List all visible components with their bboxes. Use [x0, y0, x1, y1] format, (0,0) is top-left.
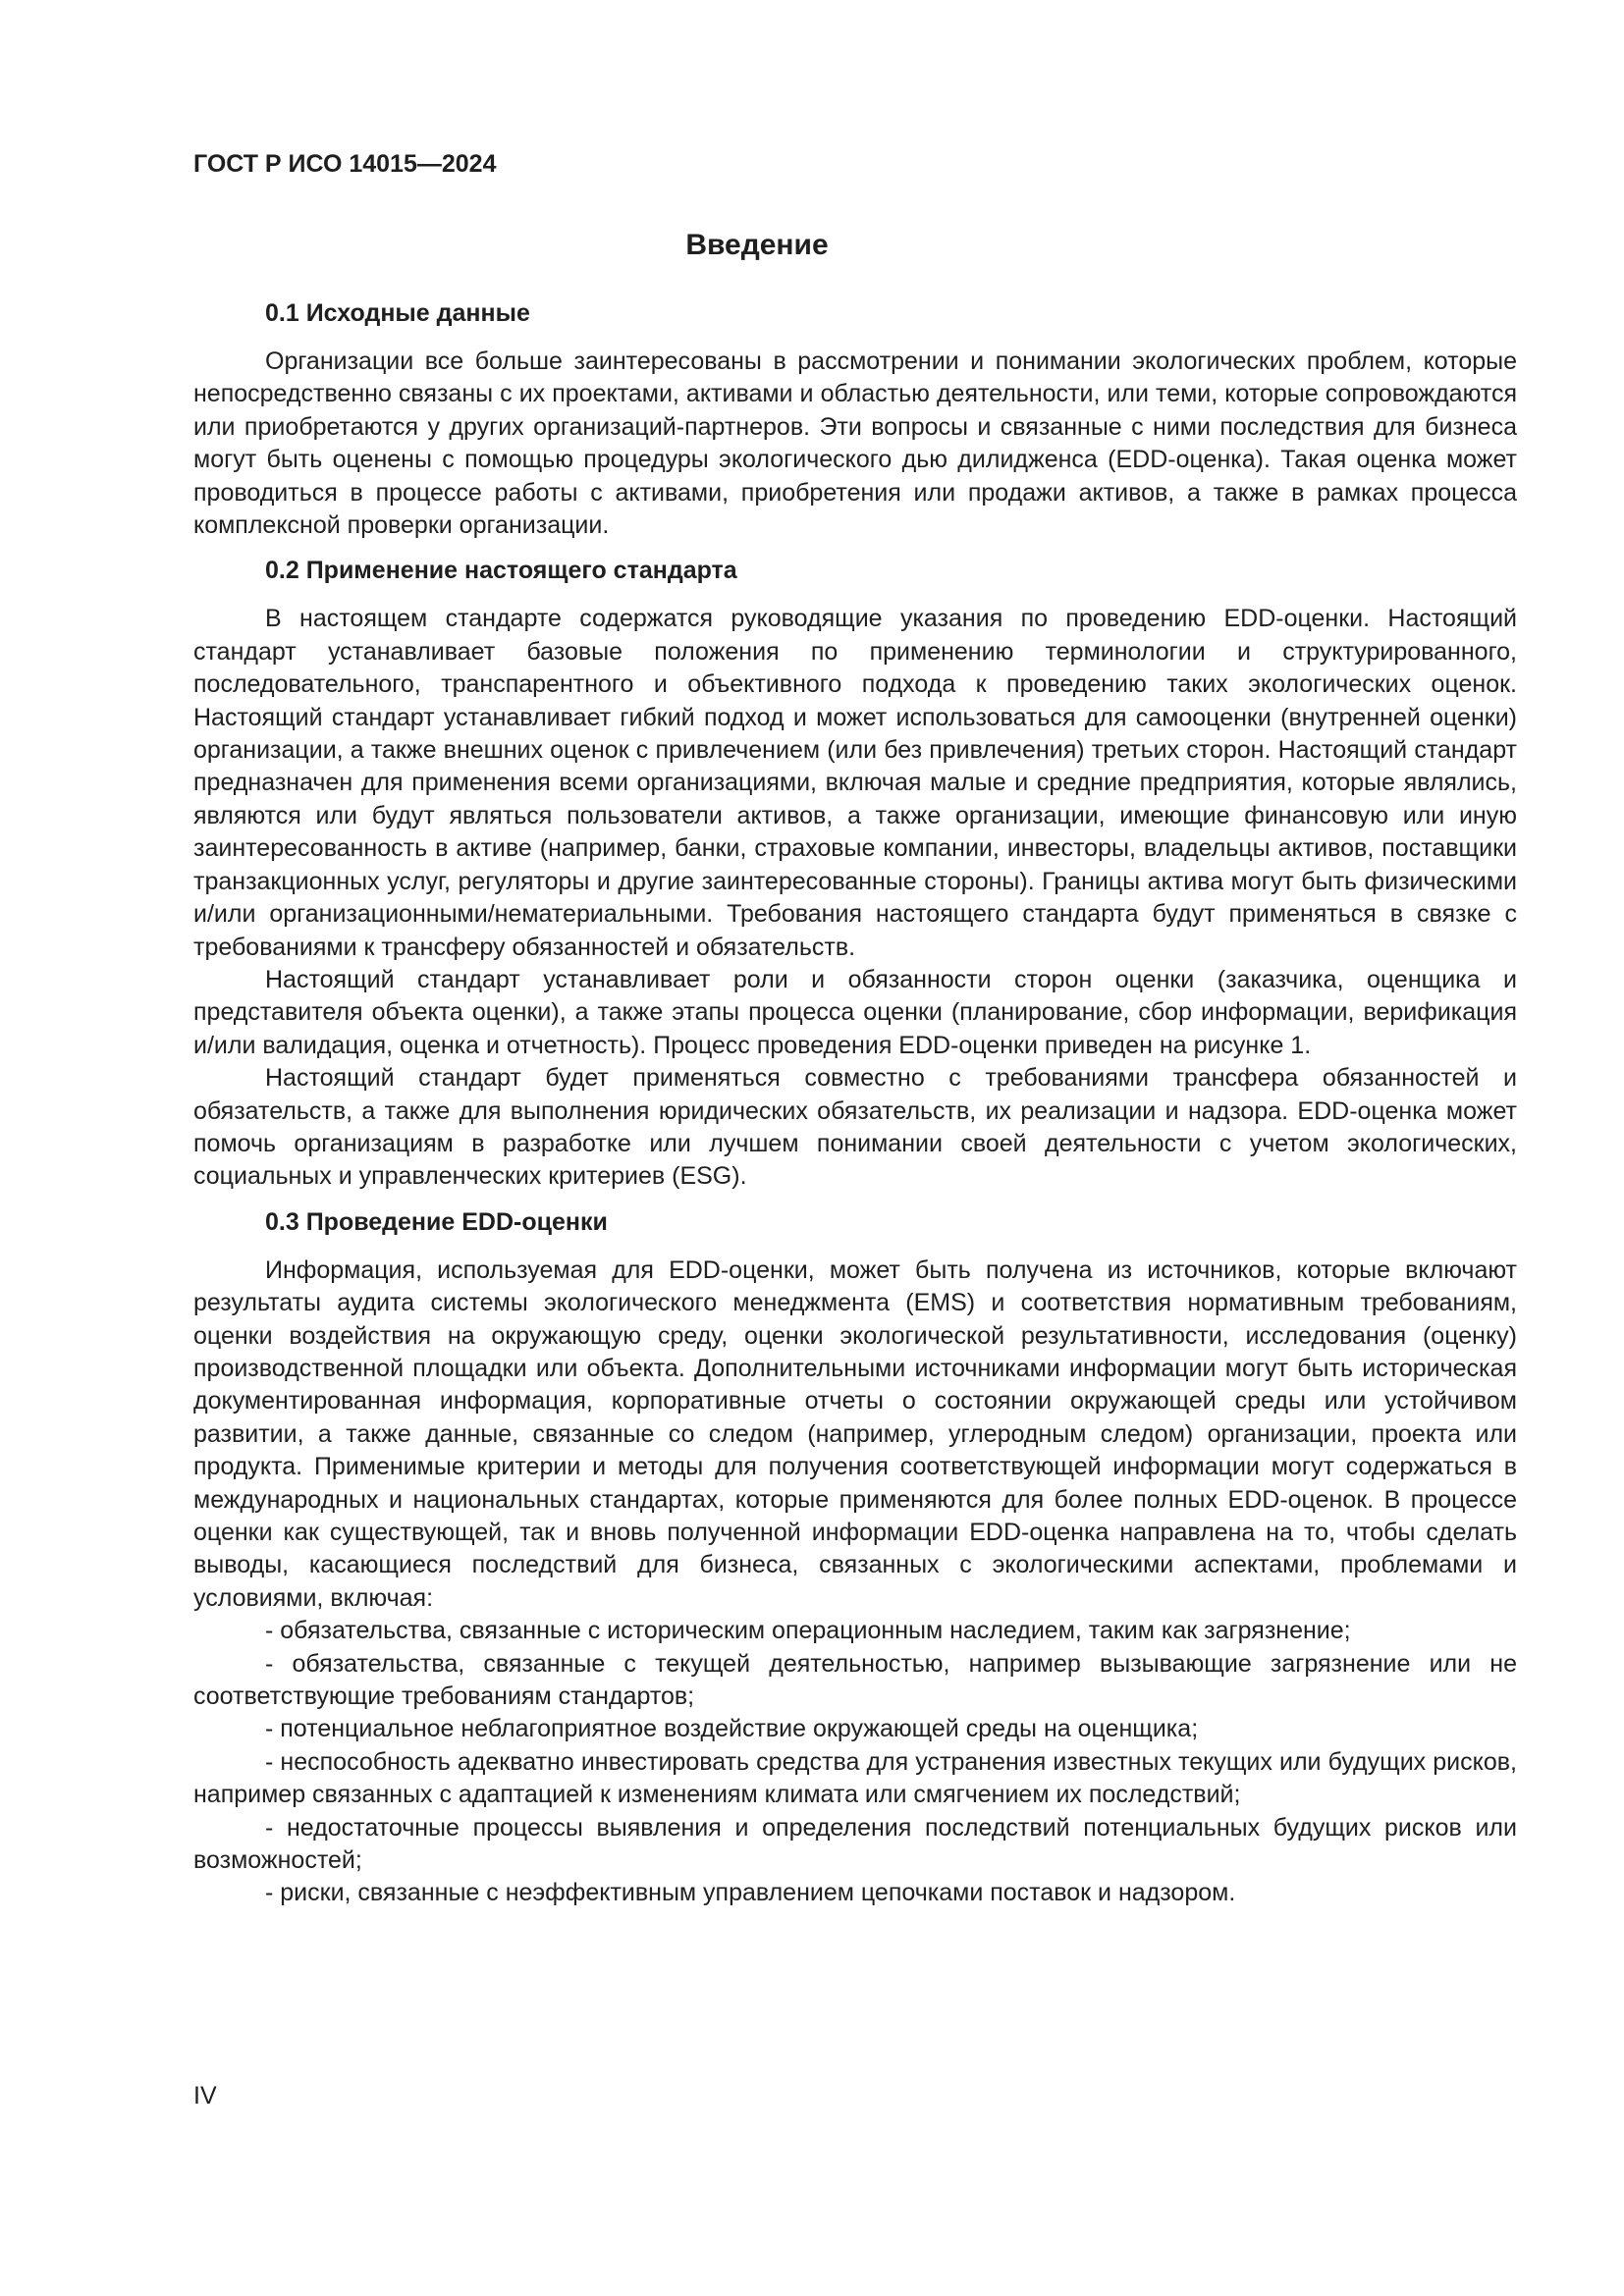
- paragraph: Настоящий стандарт будет применяться совместно с требованиями трансфера обязанностей и обязательств, а также для выполнения юридических обязательств, их реализации и надзора. EDD-оценка может помочь организациям в разработке или лучшем понимании своей деятельности с учетом экологических, социальных и управленческих критериев (ESG).: [193, 1064, 1517, 1191]
- list-item: - недостаточные процессы выявления и определения последствий потенциальных будущих рисков или возможностей;: [193, 1813, 1517, 1875]
- paragraph: В настоящем стандарте содержатся руководящие указания по проведению EDD-оценки. Настоящий стандарт устанавливает базовые положения по применению терминологии и структурированного, последовательного, транспарентного и объективного подхода к проведению таких экологических оценок. Настоящий стандарт устанавливает гибкий подход и может использоваться для самооценки (внутренней оценки) организации, а также внешних оценок с привлечением (или без привлечения) третьих сторон. Настоящий стандарт предназначен для применения всеми организациями, включая малые и средние предприятия, которые являлись, являются или будут являться пользователи активов, а также организации, имеющие финансовую или иную заинтересованность в активе (например, банки, страховые компании, инвесторы, владельцы активов, поставщики транзакционных услуг, регуляторы и другие заинтересованные стороны). Границы актива могут быть физическими и/или организационными/нематериальными. Требования настоящего стандарта будут применяться в связке с требованиями к трансферу обязанностей и обязательств.: [193, 605, 1517, 961]
- page-title: Введение: [685, 229, 829, 261]
- section-heading: 0.1 Исходные данные: [265, 299, 530, 327]
- paragraph: Организации все больше заинтересованы в рассмотрении и понимании экологических проблем, которые непосредственно связаны с их проектами, активами и областью деятельности, или теми, которые сопровождаются или приобретаются у других организаций-партнеров. Эти вопросы и связанные с ними последствия для бизнеса могут быть оценены с помощью процедуры экологического дью дилидженса (EDD-оценка). Такая оценка может проводиться в процессе работы с активами, приобретения или продажи активов, а также в рамках процесса комплексной проверки организации.: [193, 347, 1517, 540]
- list-item: - обязательства, связанные с историческим операционным наследием, таким как загрязнение;: [265, 1617, 1351, 1645]
- document-body: [193, 296, 1517, 1910]
- page-number: IV: [193, 2082, 217, 2109]
- paragraph: Информация, используемая для EDD-оценки, может быть получена из источников, которые включают результаты аудита системы экологического менеджмента (EMS) и соответствия нормативным требованиям, оценки воздействия на окружающую среду, оценки экологической результативности, исследования (оценку) производственной площадки или объекта. Дополнительными источниками информации могут быть историческая документированная информация, корпоративные отчеты о состоянии окружающей среды или устойчивом развитии, а также данные, связанные со следом (например, углеродным следом) организации, проекта или продукта. Применимые критерии и методы для получения соответствующей информации могут содержаться в международных и национальных стандартах, которые применяются для более полных EDD-оценок. В процессе оценки как существующей, так и вновь полученной информации EDD-оценка направлена на то, чтобы сделать выводы, касающиеся последствий для бизнеса, связанных с экологическими аспектами, проблемами и условиями, включая:: [193, 1255, 1517, 1612]
- paragraph: Настоящий стандарт устанавливает роли и обязанности сторон оценки (заказчика, оценщика и представителя объекта оценки), а также этапы процесса оценки (планирование, сбор информации, верификация и/или валидация, оценка и отчетность). Процесс проведения EDD-оценки приведен на рисунке 1.: [193, 965, 1517, 1059]
- section-0-3: [193, 1205, 1517, 1910]
- section-0-2: [193, 554, 1517, 1193]
- list-item: - обязательства, связанные с текущей деятельностью, например вызывающие загрязнение или не соответствующие требованиям стандартов;: [193, 1649, 1517, 1711]
- list-item: - риски, связанные с неэффективным управлением цепочками поставок и надзором.: [265, 1879, 1236, 1907]
- bullet-list: [193, 1615, 1517, 1910]
- list-item: - потенциальное неблагоприятное воздействие окружающей среды на оценщика;: [265, 1715, 1199, 1743]
- section-heading: 0.2 Применение настоящего стандарта: [265, 557, 737, 585]
- section-0-1: [193, 296, 1517, 542]
- page-header: ГОСТ Р ИСО 14015—2024: [193, 150, 497, 178]
- section-heading: 0.3 Проведение EDD-оценки: [265, 1207, 608, 1236]
- list-item: - неспособность адекватно инвестировать средства для устранения известных текущих или будущих рисков, например связанных с адаптацией к изменениям климата или смягчением их последствий;: [193, 1747, 1517, 1809]
